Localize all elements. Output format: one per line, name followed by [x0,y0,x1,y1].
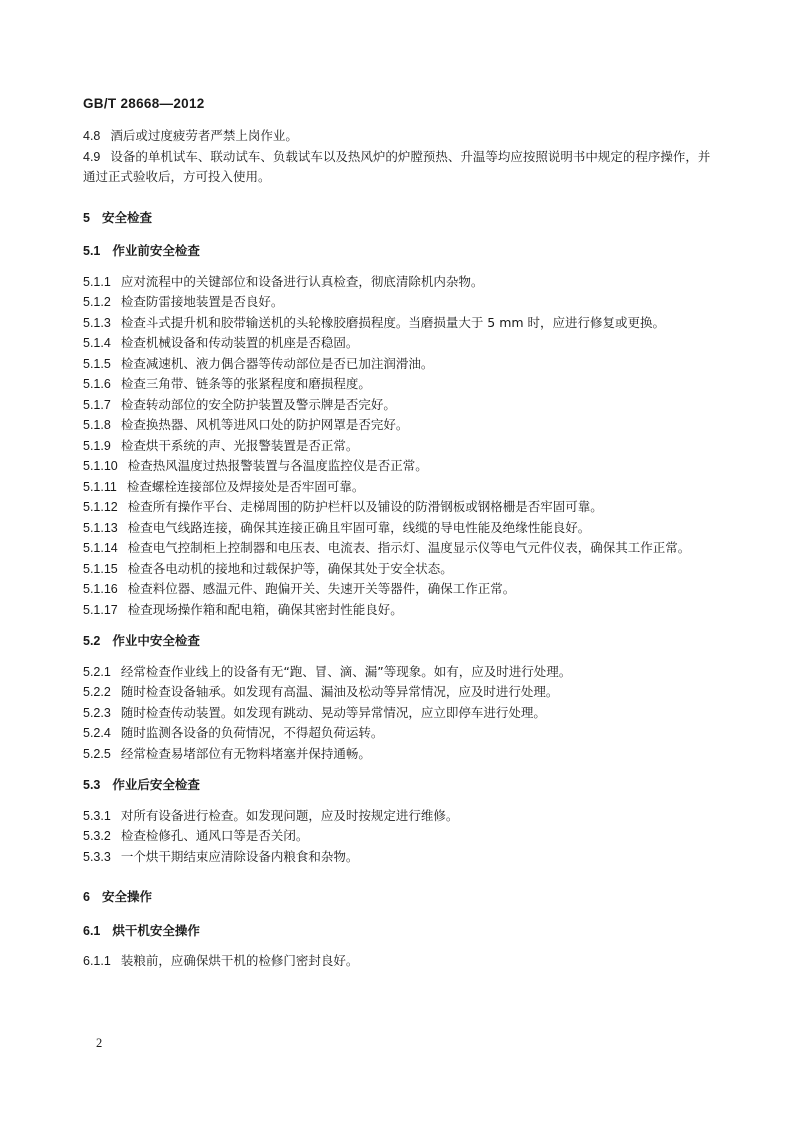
clause-number: 5.1.17 [83,602,118,617]
list-item [83,538,715,559]
clause-number: 5.1.12 [83,500,118,514]
clause-number: 5.1.5 [83,356,111,371]
clause-text: 安全操作 [101,889,152,904]
list-item [83,395,715,416]
clause-number: 5 [83,210,90,225]
clause-text: 酒后或过度疲劳者严禁上岗作业。 [110,128,298,143]
clause-text: 检查热风温度过热报警装置与各温度监控仪是否正常。 [127,458,428,473]
list-item [83,477,715,498]
clause-text: 随时监测各设备的负荷情况，不得超负荷运转。 [120,725,384,740]
clause-number: 5.3 [83,778,101,792]
subsection-heading [83,921,715,942]
clause-text: 检查三角带、链条等的张紧程度和磨损程度。 [120,376,371,391]
document-body [83,126,715,972]
list-item [83,744,715,765]
list-item [83,662,715,683]
clause-text: 检查电气控制柜上控制器和电压表、电流表、指示灯、温度显示仪等电气元件仪表，确保其工作正常。 [127,540,691,555]
list-item [83,354,715,375]
clause-number: 5.2.3 [83,705,111,720]
clause-text: 检查螺栓连接部位及焊接处是否牢固可靠。 [126,478,365,494]
clause-paragraph [83,126,715,147]
list-item [83,456,715,477]
clause-number: 5.2.2 [83,685,111,699]
list-item [83,374,715,395]
clause-number: 6.1.1 [83,954,111,968]
clause-number: 5.2.5 [83,746,111,761]
clause-number: 5.1.7 [83,397,111,412]
clause-text: 安全检查 [101,209,152,225]
clause-text: 检查电气线路连接，确保其连接正确且牢固可靠，线缆的导电性能及绝缘性能良好。 [127,519,591,535]
list-item [83,951,715,972]
clause-number: 5.3.1 [83,808,111,823]
clause-text: 作业中安全检查 [112,633,200,648]
subsection-heading [83,631,715,652]
clause-number: 5.3.3 [83,849,111,864]
clause-number: 5.1.10 [83,459,118,473]
section-heading [83,887,715,908]
clause-number: 5.1.9 [83,438,111,453]
standard-code: GB/T 28668—2012 [83,96,205,111]
clause-text: 经常检查易堵部位有无物料堵塞并保持通畅。 [120,745,371,761]
list-item [83,703,715,724]
list-item [83,436,715,457]
list-item [83,518,715,539]
clause-number: 5.1.15 [83,561,118,576]
clause-text: 装粮前，应确保烘干机的检修门密封良好。 [120,953,359,968]
list-item [83,806,715,827]
clause-text: 检查料位器、感温元件、跑偏开关、失速开关等器件，确保工作正常。 [127,581,516,596]
clause-number: 5.1.4 [83,336,111,350]
clause-number: 5.1 [83,244,101,258]
clause-text: 检查斗式提升机和胶带输送机的头轮橡胶磨损程度。当磨损量大于 5 mm 时，应进行修复或更换。 [120,314,666,330]
clause-text: 一个烘干期结束应清除设备内粮食和杂物。 [120,848,359,864]
clause-text: 烘干机安全操作 [112,922,200,938]
clause-text: 检查防雷接地装置是否良好。 [120,294,284,309]
clause-text: 随时检查传动装置。如发现有跳动、晃动等异常情况，应立即停车进行处理。 [120,704,546,720]
clause-paragraph [83,147,715,188]
clause-text: 检查转动部位的安全防护装置及警示牌是否完好。 [120,396,396,412]
clause-number: 5.1.8 [83,418,111,432]
clause-text: 应对流程中的关键部位和设备进行认真检查，彻底清除机内杂物。 [120,273,484,289]
clause-number: 5.2 [83,634,101,648]
clause-text: 检查机械设备和传动装置的机座是否稳固。 [120,335,359,350]
clause-text: 检查换热器、风机等进风口处的防护网罩是否完好。 [120,417,409,432]
clause-number: 5.1.2 [83,295,111,309]
clause-text: 检查各电动机的接地和过载保护等，确保其处于安全状态。 [127,560,453,576]
list-item [83,415,715,436]
list-item [83,682,715,703]
list-item [83,559,715,580]
list-item [83,497,715,518]
clause-text: 检查减速机、液力偶合器等传动部位是否已加注润滑油。 [120,355,434,371]
clause-text: 经常检查作业线上的设备有无“跑、冒、滴、漏”等现象。如有，应及时进行处理。 [120,663,572,679]
clause-number: 5.1.11 [83,479,117,494]
clause-number: 5.1.13 [83,520,118,535]
clause-text: 检查现场操作箱和配电箱，确保其密封性能良好。 [127,601,403,617]
list-item [83,292,715,313]
list-item [83,826,715,847]
section-heading [83,208,715,229]
list-item [83,272,715,293]
clause-number: 6.1 [83,923,101,938]
clause-number: 4.9 [83,149,101,164]
list-item [83,333,715,354]
page-number: 2 [96,1036,103,1050]
clause-number: 6 [83,890,90,904]
list-item [83,313,715,334]
clause-text: 对所有设备进行检查。如发现问题，应及时按规定进行维修。 [120,807,459,823]
clause-number: 5.1.3 [83,315,111,330]
clause-number: 5.1.1 [83,274,111,289]
clause-number: 5.1.16 [83,582,118,596]
clause-number: 5.2.1 [83,664,111,679]
subsection-heading [83,775,715,796]
clause-number: 5.2.4 [83,726,111,740]
list-item [83,723,715,744]
list-item [83,847,715,868]
clause-text: 检查检修孔、通风口等是否关闭。 [120,828,309,843]
clause-number: 5.1.6 [83,377,111,391]
subsection-heading [83,241,715,262]
list-item [83,600,715,621]
clause-text: 作业后安全检查 [112,777,200,792]
clause-text: 设备的单机试车、联动试车、负载试车以及热风炉的炉膛预热、升温等均应按照说明书中规定的程序操作，并通过正式验收后，方可投入使用。 [83,148,711,184]
clause-number: 5.1.14 [83,541,118,555]
clause-text: 检查所有操作平台、走梯周围的防护栏杆以及铺设的防滑钢板或钢格栅是否牢固可靠。 [127,499,603,514]
clause-text: 随时检查设备轴承。如发现有高温、漏油及松动等异常情况，应及时进行处理。 [120,684,559,699]
clause-text: 检查烘干系统的声、光报警装置是否正常。 [120,437,359,453]
clause-number: 5.3.2 [83,829,111,843]
clause-number: 4.8 [83,129,101,143]
list-item [83,579,715,600]
clause-text: 作业前安全检查 [112,243,200,258]
